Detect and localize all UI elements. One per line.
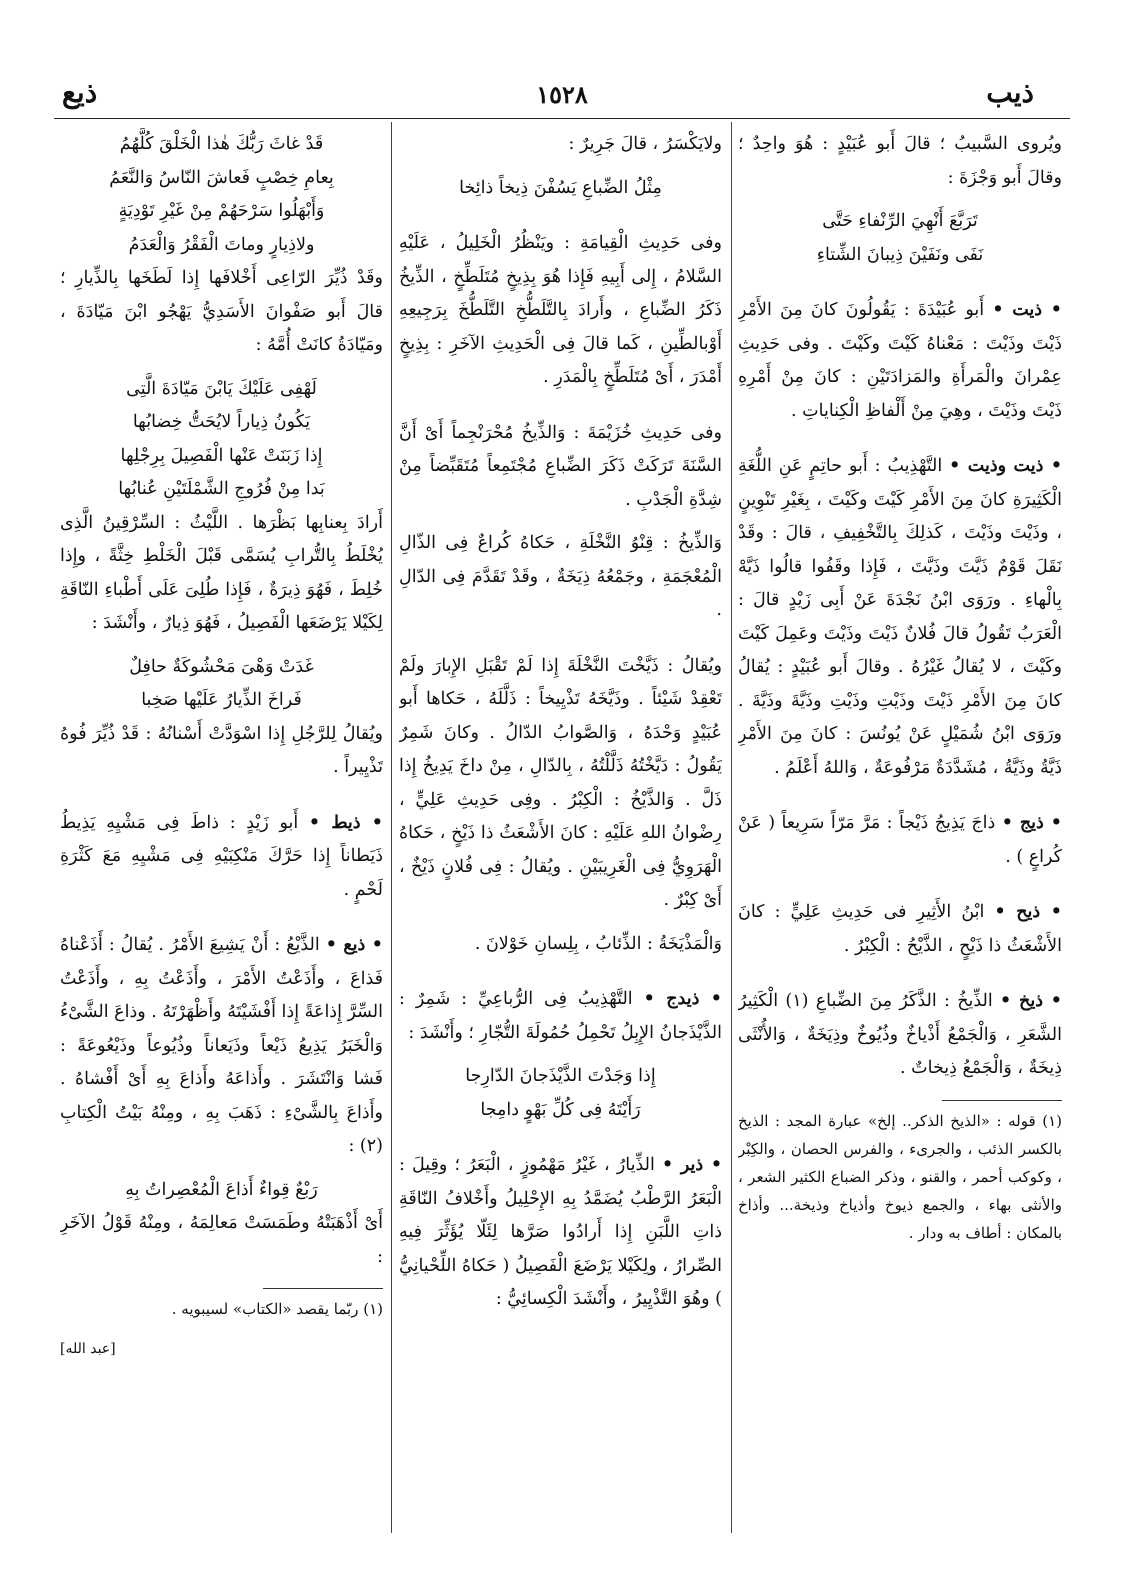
entry-dhyr bbox=[399, 1149, 722, 1317]
paragraph: أَرادَ بِعنابِها بَظْرَها . اللَّيْثُ : السِّرْقِينُ الَّذِى يُخْلَطُ بِالتُّرابِ يُسَمَّى قَبْلَ الْخَلْطِ خِثَّةً ، وإِذا خُلِطَ ، فَهُوَ ذِيرَةٌ ، فَإِذا طُلِىَ عَلَى أَطْباءِ النّاقَةِ لِكَيْلا يَرْضَعَها الْفَصِيلُ ، فَهُوَ ذِيارٌ ، وأَنْشَدَ : bbox=[60, 512, 383, 633]
entry-text: أَبو عُبَيْدَةَ : يَقُولُونَ كانَ مِنَ الأَمْرِ ذَيْتَ وذَيْتَ : مَعْناهُ كَيْتَ وكَيْتَ . وفى حَدِيثِ عِمْرانَ والْمَرأَةِ والمَزادَتَيْنِ : كانَ مِنْ أَمْرِهِ ذَيْتَ وذَيْتَ ، وهِيَ مِنْ أَلْفاظِ الْكِناياتِ . bbox=[738, 300, 1062, 421]
paragraph: وفى حَدِيثِ خُزَيْمَةَ : وَالذِّيخُ مُحْرَنْجِماً أَىْ أَنَّ السَّنَةَ تَرَكَتْ ذَكَرَ الضِّباعِ مُجْتَمِعاً مُتَقَبِّضاً مِنْ شِدَّةِ الْجَدْبِ . bbox=[399, 422, 722, 510]
entry-text: التَّهْذِيبُ : أَبو حاتِمٍ عَنِ اللُّغَةِ الْكَثِيرَةِ كانَ مِنَ الأَمْرِ كَيْتَ وكَيْتَ ، بِغَيْرِ تَنْوِينٍ ، وذَيْتَ وذَيْتَ ، كَذلِكَ بِالتَّخْفِيفِ ، قالَ : وقَدْ نَقَلَ قَوْمٌ ذَيَّتَ وذَيَّتَ ، فَإِذا وقَفُوا قالُوا ذَيَّهْ بِالْهاءِ . ورَوَى ابْنُ نَجْدَةَ عَنْ أَبِى زَيْدٍ قالَ : الْعَرَبُ تَقُولُ قالَ فُلانٌ ذَيْتَ وذَيْتَ وعَمِلَ كَيْتَ وكَيْتَ ، لا يُقالُ غَيْرُهُ . وقالَ أَبو عُبَيْدٍ : يُقالُ كانَ مِنَ الأَمْرِ ذَيْتَ وذَيْتِ وذَيْتِ وذَيَّةَ وذَيَّةَ . ورَوَى ابْنُ شُمَيْلٍ عَنْ يُونُسَ : كانَ مِنَ الأَمْرِ ذَيَّةُ وذَيَّةُ ، مُشَدَّدَةٌ مَرْفُوعَةٌ ، وَاللهُ أَعْلَمُ . bbox=[738, 456, 1062, 778]
headword: • ذيع • bbox=[325, 935, 383, 955]
paragraph: وَالذِّيخُ : قِنْوُ النَّخْلَةِ ، حَكاهُ كُراعٌ فِى الذّالِ الْمُعْجَمَةِ ، وجَمْعُهُ ذِيَخَةٌ ، وقَدْ تَقَدَّمَ فِى الدّالِ . bbox=[399, 533, 722, 620]
footnote-rule bbox=[942, 1100, 1062, 1101]
verse-line: رَبْعٌ قِواءٌ أَذاعَ الْمُعْصِراتُ بِهِ bbox=[125, 1179, 318, 1200]
paragraph: وَالْمَذْيَخَةُ : الذِّئابُ ، بِلِسانِ خَوْلانَ . bbox=[474, 933, 722, 954]
entry-text: الذَّيْعُ : أَنْ يَشِيعَ الأَمْرُ . يُقالُ : أَذَعْناهُ فَذاعَ ، وأَذَعْتُ الأَمْرَ ، وأَذَعْتُ بِهِ ، وأَذَعْتُ السِّرَّ إِذاعَةً إِذا أَفْشَيْتَهُ وأَظْهَرْتَهُ . وذاعَ الشَّىْءُ وَالْخَبَرُ يَذِيعُ ذَيْعاً وذَيَعاناً وذُيُوعاً وذَيْعُوعَةً : فَشا وَانْتَشَرَ . وأَذاعَهُ وأَذاعَ بِهِ أَىْ أَفْشاهُ . وأَذاعَ بِالشَّىْءِ : ذَهَبَ بِهِ ، ومِنْهُ بَيْتُ الْكِتابِ (٢) : bbox=[60, 935, 383, 1156]
headword: • ذيت وذيت • bbox=[949, 456, 1062, 476]
headword: • ذيت • bbox=[992, 300, 1062, 320]
entry-dhyh bbox=[738, 896, 1062, 963]
paragraph: ولايَكْسَرُ ، قالَ جَرِيرٌ : bbox=[568, 134, 722, 154]
column-divider-left bbox=[391, 122, 392, 1533]
footnote: (١) قوله : «الذيخ الذكر.. إلخ» عبارة المجد : الذيخ بالكسر الذئب ، والجرىء ، والفرس الحصان ، والكِبْر ، وكوكب أحمر ، والقنو ، وذكر الضباع الكثير الشعر ، والأنثى بهاء ، والجمع ذيوخ وأذياخ وذيخة... وأذاخ بالمكان : أطاف به ودار . bbox=[738, 1111, 1062, 1242]
entry-dhyt-wdhyt bbox=[738, 450, 1062, 785]
headword: • ذيط • bbox=[308, 812, 383, 833]
verse-line: بَدا مِنْ فُرُوجِ الشَّمْلَتَيْنِ عُنابُها bbox=[118, 479, 325, 499]
verse-line: يَكُونُ ذِياراً لايُحَتُّ خِضابُها bbox=[132, 412, 311, 432]
entry-text: الذِّيارُ ، غَيْرُ مَهْمُوزٍ ، الْبَعَرُ ؛ وقِيلَ : الْبَعَرُ الرَّطْبُ يُضَمَّدُ بِهِ الإِحْلِيلُ وأَخْلافُ النّاقَةِ ذاتِ اللَّبَنِ إِذا أَرادُوا صَرَّها لِئَلّا يُؤَثِّرَ فِيهِ الصِّرارُ ، ولِكَيْلا يَرْضَعَ الْفَصِيلُ ( حَكاهُ اللِّحْيانِيُّ ) وهُوَ التَّذْيِيرُ ، وأَنْشَدَ الْكِسائِيُّ : bbox=[399, 1155, 722, 1309]
footnote: (١) ربّما يقصد «الكتاب» لسيبويه . bbox=[171, 1300, 383, 1318]
paragraph: ويُقالُ : ذَيَّخْتَ النَّخْلَةَ إِذا لَمْ تَقْبَلِ الإِبارَ ولَمْ تَعْقِدْ شَيْئاً . وذَيَّخَهُ تَذْيِيخاً : ذَلَّلَهُ ، حَكاها أَبو عُبَيْدٍ وَحْدَهُ ، وَالصَّوابُ الدّالُ . وكانَ شَمِرٌ يَقُولُ : دَيَّخْتُهُ ذَلَّلْتُهُ ، بِالدّالِ ، مِنْ داخَ يَدِيخُ إِذا ذَلَّ . وَالذَّيْخُ : الْكِبْرُ . وفِى حَدِيثِ عَلِيٍّ ، رِضْوانُ اللهِ عَلَيْهِ : كانَ الأَشْعَثُ ذا ذَيْخٍ ، حَكاهُ الْهَرَوِيُّ فِى الْغَرِيبَيْنِ . ويُقالُ : فِى فُلانٍ ذَيْخٌ ، أَىْ كِبْرٌ . bbox=[399, 655, 722, 910]
headword: • ذيخ • bbox=[1000, 991, 1062, 1011]
verse-line: قَدْ غاثَ رَبُّكَ هٰذا الْخَلْقَ كُلَّهُمُ bbox=[119, 134, 324, 154]
verse-line: بِعامِ خِصْبٍ فَعاشَ النّاسُ وَالنَّعَمُ bbox=[109, 167, 334, 188]
paragraph: وفى حَدِيثِ الْقِيامَةِ : ويَنْظُرُ الْخَلِيلُ ، عَلَيْهِ السَّلامُ ، إِلى أَبِيهِ فَإِذا هُوَ بِذِيخٍ مُتَلَطِّخٍ ، الذِّيخُ ذَكَرُ الضِّباعِ ، وأَرادَ بِالتَّلَطُّخِ التَّلَطُّخَ بِرَجِيعِهِ أَوْبالطِّينِ ، كَما قالَ فِى الْحَدِيثِ الآخَرِ : بِذِيخٍ أَمْدَرَ ، أَىْ مُتَلَطِّخٍ بِالْمَدَرِ . bbox=[399, 233, 722, 387]
verse-line: تَرَبَّعَ أَنْهِيَ الرِّنْفاءِ حَتَّى bbox=[822, 211, 978, 231]
entry-dhyt-walk bbox=[60, 807, 383, 908]
verse-line: نَفَى ونَفَيْنَ ذِيبانَ الشِّتاءِ bbox=[816, 244, 984, 265]
entry-text: ابْنُ الأَثِيرِ فى حَدِيثِ عَلِيٍّ : كانَ الأَشْعَثُ ذا ذَيْحٍ ، الذَّيْحُ : الْكِبْرُ . bbox=[738, 902, 1062, 956]
verse bbox=[60, 373, 383, 507]
column-right bbox=[738, 128, 1062, 1533]
entry-dhy-ayn bbox=[60, 929, 383, 1164]
entry-dhydj bbox=[399, 983, 722, 1050]
verse-line: إِذا زَبَنَتْ عَنْها الْفَصِيلَ بِرِجْلِها bbox=[120, 445, 323, 466]
verse-line: مِثْلُ الضِّباعِ يَسُفْنَ ذِيخاً ذائِخا bbox=[459, 177, 662, 198]
verse bbox=[60, 1174, 383, 1208]
verse-line: ولاذِيارٍ وماتَ الْفَقْرُ وَالْعَدَمُ bbox=[128, 234, 315, 255]
entry-text: الذِّيخُ : الذَّكَرُ مِنَ الضِّباعِ (١) الْكَثِيرُ الشَّعَرِ ، وَالْجَمْعُ أَذْياخٌ وذُيُوخٌ وذِيَخَةٌ ، وَالأُنْثَى ذِيخَةٌ ، وَالْجَمْعُ ذِيخاتٌ . bbox=[738, 991, 1062, 1078]
verse-line: غَدَتْ وَهْىَ مَحْشُوكَةٌ حافِلٌ bbox=[129, 656, 314, 677]
paragraph: ويُقالُ لِلرَّجُلِ إِذا اسْوَدَّتْ أَسْنانُهُ : قَدْ ذُيِّرَ فُوهُ تَذْيِيراً . bbox=[60, 723, 383, 777]
entry-dhykh bbox=[738, 985, 1062, 1086]
verse-line: فَراخَ الذِّيارُ عَلَيْها صَخِبا bbox=[141, 690, 302, 710]
verse bbox=[399, 172, 722, 206]
headword: • ذيج • bbox=[1001, 813, 1062, 833]
verse bbox=[60, 651, 383, 718]
verse-line: رَأَيْتَهُ فِى كُلِّ بَهْوٍ دامِجا bbox=[480, 1099, 641, 1120]
header-root-word: ذيب bbox=[986, 76, 1034, 109]
page-header bbox=[54, 76, 1070, 116]
entry-text: أَبو زَيْدٍ : ذاطَ فِى مَشْيِهِ يَذِيطُ ذَيَطاناً إِذا حَرَّكَ مَنْكِبَيْهِ فِى مَشْيِهِ مَعَ كَثْرَةِ لَحْمٍ . bbox=[60, 812, 383, 900]
paragraph: ويُروى السَّبيبُ ؛ قالَ أَبو عُبَيْدٍ : هُوَ واحِدٌ ؛ وقالَ أَبو وَجْزَةَ : bbox=[738, 134, 1062, 188]
verse bbox=[738, 205, 1062, 272]
editor-stamp: [عبد الله] bbox=[60, 1341, 116, 1357]
header-end-word: ذيع bbox=[62, 76, 98, 109]
page-number: ١٥٢٨ bbox=[536, 80, 588, 109]
verse-line: إِذا وَجَدْتَ الذَّيْذَجانَ الدّارِجا bbox=[465, 1066, 656, 1086]
entry-text: التَّهْذِيبُ فِى الرُّباعِيِّ : شَمِرٌ : الذَّيْذَجانُ الإِبِلُ تَحْمِلُ حُمُولَةَ التُّجّارِ ؛ وأَنْشَدَ : bbox=[399, 989, 722, 1043]
column-divider-right bbox=[731, 122, 732, 1533]
paragraph: وقَدْ ذُيِّرَ الرّاعِى أَخْلافَها إِذا لَطَخَها بِالذِّيارِ ؛ قالَ أَبو صَفْوانَ الأَسَدِيُّ يَهْجُو ابْنَ مَيّادَةَ ، ومَيّادَةُ كانَتْ أُمَّهُ : bbox=[60, 268, 383, 355]
headword: • ذيدج • bbox=[643, 989, 722, 1009]
paragraph: أَىْ أَذْهَبَتْهُ وطَمَسَتْ مَعالِمَهُ ، ومِنْهُ قَوْلُ الآخَرِ : bbox=[60, 1213, 383, 1267]
verse bbox=[399, 1060, 722, 1127]
headword: • ذير • bbox=[662, 1155, 722, 1175]
footnote-rule bbox=[263, 1288, 383, 1289]
column-left bbox=[60, 128, 383, 1533]
verse bbox=[60, 128, 383, 262]
verse-line: لَهْفِى عَلَيْكَ يَابْنَ مَيّادَةَ الَّتِى bbox=[126, 378, 317, 399]
entry-dhyt bbox=[738, 294, 1062, 428]
headword: • ذيح • bbox=[994, 902, 1062, 922]
column-middle bbox=[399, 128, 722, 1533]
entry-dhyj bbox=[738, 807, 1062, 874]
header-rule bbox=[54, 118, 1070, 119]
verse-line: وَأَبْهَلُوا سَرْحَهُمْ مِنْ غَيْرِ تَوْدِيَةٍ bbox=[118, 201, 325, 221]
entry-text: ذاجَ يَذِيجُ ذَيْجاً : مَرَّ مَرّاً سَرِيعاً ( عَنْ كُراعٍ ) . bbox=[738, 813, 1062, 867]
